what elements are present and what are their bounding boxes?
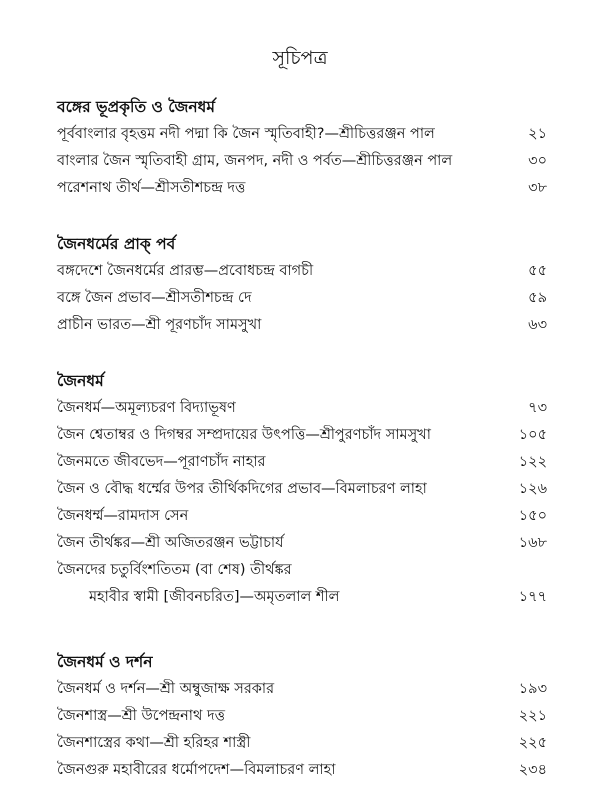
entry-page-number: ২২৫ — [518, 735, 547, 751]
toc-entry — [57, 703, 547, 730]
section-heading: বঙ্গের ভূপ্রকৃতি ও জৈনধর্ম — [57, 98, 215, 116]
toc-entry — [57, 175, 547, 202]
toc-section — [57, 231, 547, 339]
entry-title: জৈনধর্ম্ম—রামদাস সেন — [57, 508, 189, 524]
toc-entry — [57, 258, 547, 285]
section-heading: জৈনধর্ম — [57, 372, 104, 390]
entry-page-number: ১৭৭ — [518, 589, 547, 605]
entry-title: জৈনগুরু মহাবীরের ধর্মোপদেশ—বিমলাচরণ লাহা — [57, 762, 336, 778]
section-heading: জৈনধর্মের প্রাক্ পর্ব — [57, 235, 176, 253]
toc-section — [57, 368, 547, 611]
toc-entry — [57, 312, 547, 339]
entry-page-number: ১০৫ — [518, 427, 547, 443]
toc-section — [57, 649, 547, 784]
toc-entry — [57, 757, 547, 784]
entry-title: জৈনশাস্ত্র—শ্রী উপেন্দ্রনাথ দত্ত — [57, 708, 225, 724]
toc-entry — [57, 676, 547, 703]
entry-title: জৈনধর্ম ও দর্শন—শ্রী অম্বুজাক্ষ সরকার — [57, 681, 275, 697]
toc-entry — [57, 530, 547, 557]
entry-title: প্রাচীন ভারত—শ্রী পূরণচাঁদ সামসুখা — [57, 317, 262, 333]
entry-page-number: ১৯৩ — [518, 681, 547, 697]
entry-title: পরেশনাথ তীর্থ—শ্রীসতীশচন্দ্র দত্ত — [57, 180, 246, 196]
entry-title: জৈন ও বৌদ্ধ ধর্ম্মের উপর তীর্থিকদিগের প্রভাব—বিমলাচরণ লাহা — [57, 481, 427, 497]
entry-title: মহাবীর স্বামী [জীবনচরিত]—অমৃতলাল শীল — [89, 589, 340, 605]
entry-page-number: ১৫০ — [518, 508, 547, 524]
toc-entry — [57, 584, 547, 611]
entry-page-number: ৩৮ — [528, 180, 547, 196]
entry-page-number: ৩০ — [528, 153, 547, 169]
toc-entry — [57, 422, 547, 449]
toc-entry — [57, 557, 547, 584]
toc-entry — [57, 285, 547, 312]
toc-entry — [57, 121, 547, 148]
toc-entry — [57, 730, 547, 757]
entry-title: বঙ্গদেশে জৈনধর্মের প্রারম্ভ—প্রবোধচন্দ্র বাগচী — [57, 263, 314, 279]
entry-title: জৈনমতে জীবভেদ—পূরাণচাঁদ নাহার — [57, 454, 266, 470]
entry-title: বঙ্গে জৈন প্রভাব—শ্রীসতীশচন্দ্র দে — [57, 290, 252, 306]
entry-page-number: ২৩৪ — [518, 762, 547, 778]
entry-title: জৈন তীর্থঙ্কর—শ্রী অজিতরঞ্জন ভট্টাচার্য — [57, 535, 284, 551]
entry-title: জৈনধর্ম—অমূল্যচরণ বিদ্যাভূষণ — [57, 400, 236, 416]
entry-title: পূর্ববাংলার বৃহত্তম নদী পদ্মা কি জৈন স্মৃতিবাহী?—শ্রীচিত্তরঞ্জন পাল — [57, 126, 435, 142]
section-heading: জৈনধর্ম ও দর্শন — [57, 653, 153, 671]
entry-title: জৈনদের চতুর্বিংশতিতম (বা শেষ) তীর্থঙ্কর — [57, 562, 292, 578]
entry-page-number: ৫৫ — [528, 263, 547, 279]
entry-page-number: ১২৬ — [518, 481, 547, 497]
entry-page-number: ১২২ — [518, 454, 547, 470]
entry-page-number: ১৬৮ — [518, 535, 547, 551]
entry-page-number: ৬৩ — [528, 317, 547, 333]
toc-section — [57, 94, 547, 202]
toc-entry — [57, 476, 547, 503]
entry-page-number: ২১ — [528, 126, 547, 142]
page-title: সূচিপত্র — [272, 47, 328, 69]
toc-entry — [57, 148, 547, 175]
entry-title: বাংলার জৈন স্মৃতিবাহী গ্রাম, জনপদ, নদী ও পর্বত—শ্রীচিত্তরঞ্জন পাল — [57, 153, 453, 169]
toc-entry — [57, 503, 547, 530]
entry-page-number: ৫৯ — [528, 290, 547, 306]
entry-title: জৈনশাস্ত্রের কথা—শ্রী হরিহর শাস্ত্রী — [57, 735, 251, 751]
entry-title: জৈন শ্বেতাম্বর ও দিগম্বর সম্প্রদায়ের উৎপত্তি—শ্রীপুরণচাঁদ সামসুখা — [57, 427, 431, 443]
toc-entry — [57, 395, 547, 422]
entry-page-number: ২২১ — [518, 708, 547, 724]
toc-entry — [57, 449, 547, 476]
entry-page-number: ৭৩ — [528, 400, 547, 416]
